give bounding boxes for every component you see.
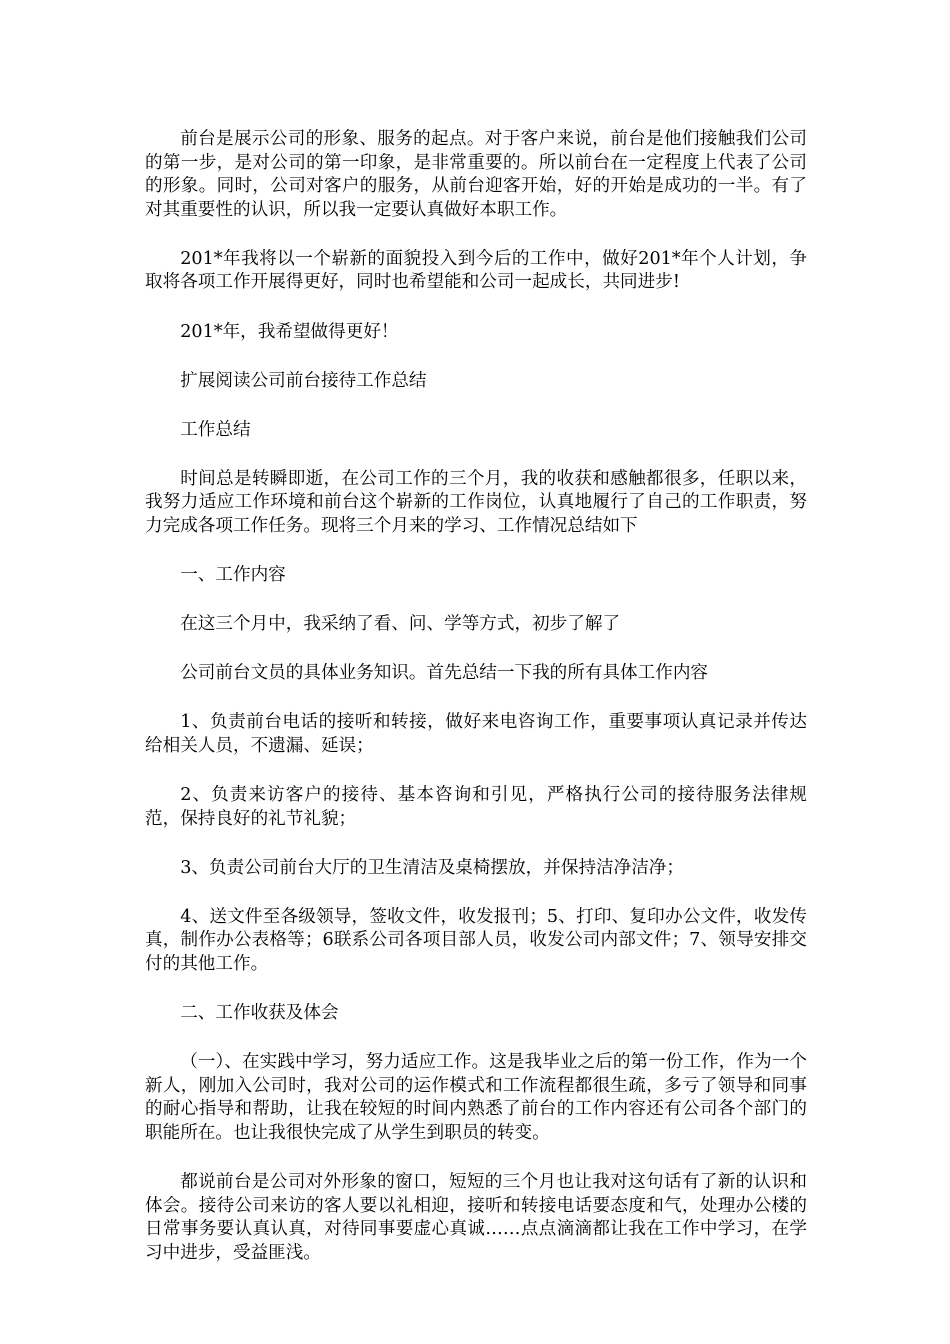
list-item-phone-duty: 1、负责前台电话的接听和转接，做好来电咨询工作，重要事项认真记录并传达给相关人员，不遗漏、延误； (145, 712, 807, 756)
list-item-lobby-cleaning: 3、负责公司前台大厅的卫生清洁及桌椅摆放，并保持洁净洁净； (180, 857, 685, 878)
paragraph-front-desk-image: 前台是展示公司的形象、服务的起点。对于客户来说，前台是他们接触我们公司的第一步，是对公司的第一印象，是非常重要的。所以前台在一定程度上代表了公司的形象。同时，公司对客户的服务，从前台迎客开始，好的开始是成功的一半。有了对其重要性的认识，所以我一定要认真做好本职工作。 (145, 129, 807, 220)
paragraph-learning-in-practice: （一）、在实践中学习，努力适应工作。这是我毕业之后的第一份工作，作为一个新人，刚加入公司时，我对公司的运作模式和工作流程都很生疏，多亏了领导和同事的耐心指导和帮助，让我在较短的时间内熟悉了前台的工作内容还有公司各个部门的职能所在。也让我很快完成了从学生到职员的转变。 (145, 1052, 807, 1144)
list-item-documents-and-other: 4、送文件至各级领导，签收文件，收发报刊；5、打印、复印办公文件，收发传真，制作办公表格等；6联系公司各项目部人员，收发公司内部文件；7、领导安排交付的其他工作。 (145, 906, 807, 975)
paragraph-work-summary-title: 工作总结 (180, 419, 251, 440)
paragraph-learning-methods: 在这三个月中，我采纳了看、问、学等方式，初步了解了 (180, 614, 621, 635)
document-body (145, 128, 807, 1291)
paragraph-extended-reading-title: 扩展阅读公司前台接待工作总结 (180, 370, 427, 391)
paragraph-three-months-intro: 时间总是转瞬即逝，在公司工作的三个月，我的收获和感触都很多，任职以来，我努力适应工作环境和前台这个崭新的工作岗位，认真地履行了自己的工作职责，努力完成各项工作任务。现将三个月来的学习、工作情况总结如下 (145, 468, 807, 537)
section-heading-gains: 二、工作收获及体会 (180, 1003, 339, 1024)
paragraph-business-knowledge: 公司前台文员的具体业务知识。首先总结一下我的所有具体工作内容 (180, 663, 709, 684)
section-heading-work-content: 一、工作内容 (180, 565, 286, 586)
paragraph-new-year-wish: 201*年，我希望做得更好！ (180, 321, 399, 342)
list-item-visitor-reception: 2、负责来访客户的接待、基本咨询和引见，严格执行公司的接待服务法律规范，保持良好的礼节礼貌； (145, 785, 807, 829)
paragraph-new-year-plan: 201*年我将以一个崭新的面貌投入到今后的工作中，做好201*年个人计划，争取将各项工作开展得更好，同时也希望能和公司一起成长，共同进步! (145, 248, 807, 293)
paragraph-window-of-company: 都说前台是公司对外形象的窗口，短短的三个月也让我对这句话有了新的认识和体会。接待公司来访的客人要以礼相迎，接听和转接电话要态度和气，处理办公楼的日常事务要认真认真，对待同事要虚心真诚……点点滴滴都让我在工作中学习，在学习中进步，受益匪浅。 (145, 1172, 807, 1263)
